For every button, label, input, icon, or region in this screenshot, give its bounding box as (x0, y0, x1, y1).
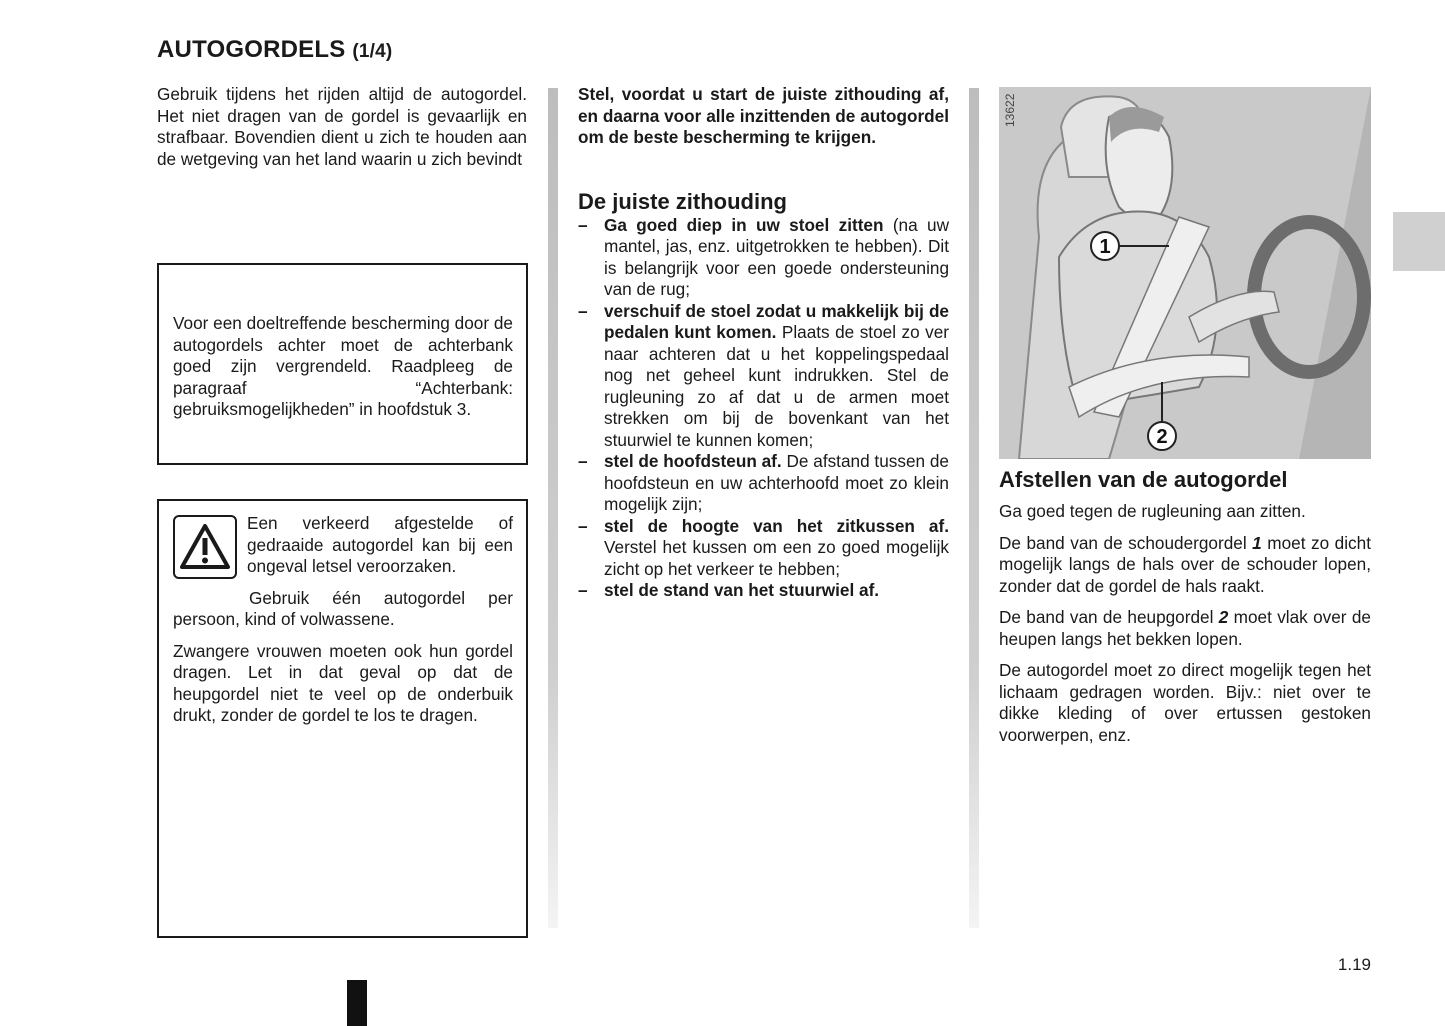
title-sub: (1/4) (352, 41, 393, 62)
list-item: – stel de hoogte van het zitkussen af. Verstel het kussen om een zo goed mogelijk zicht op het verkeer te hebben; (578, 516, 949, 581)
section-heading-afstellen: Afstellen van de autogordel (999, 467, 1288, 492)
warning-text-3: Zwangere vrouwen moeten ook hun gordel dragen. Let in dat geval op dat de heupgordel niet te veel op de onderbuik drukt, zonder de gordel te los te dragen. (173, 640, 513, 725)
warning-text-1: Een verkeerd afgestelde of gedraaide autogordel kan bij een ongeval letsel veroorzaken. (247, 513, 513, 576)
column-3 (999, 467, 1371, 746)
figure-code: 13622 (1003, 93, 1017, 127)
chapter-tab (1393, 212, 1445, 271)
col3-paragraph-1: Ga goed tegen de rugleuning aan zitten. (999, 501, 1306, 521)
col3-paragraph-4: De autogordel moet zo direct mogelijk tegen het lichaam gedragen worden. Bijv.: niet over te dikke kleding of over ertussen gestoken voorwerpen, enz. (999, 660, 1371, 745)
list-item: – verschuif de stoel zodat u makkelijk bij de pedalen kunt komen. Plaats de stoel zo ver naar achteren dat u het koppelingspedaal nog net geheel kunt indrukken. Stel de rugleuning zo af dat u de armen moet strekken om bij de bovenkant van het stuurwiel te kunnen komen; (578, 301, 949, 452)
warning-text-2: Gebruik één autogordel per persoon, kind of volwassene. (173, 587, 513, 629)
note-box (157, 263, 528, 465)
column-2 (578, 84, 949, 602)
warning-triangle-icon (173, 515, 237, 579)
col2-intro: Stel, voordat u start de juiste zithouding af, en daarna voor alle inzittenden de autogordel om de beste bescherming te krijgen. (578, 84, 949, 147)
seatbelt-illustration (999, 87, 1371, 459)
page-number: 1.19 (1337, 955, 1371, 974)
list-item: – Ga goed diep in uw stoel zitten (na uw mantel, jas, enz. uitgetrokken te hebben). Dit is belangrijk voor een goede ondersteuning van de rug; (578, 215, 949, 301)
warning-box (157, 499, 528, 938)
page-marker-bar (347, 980, 367, 1026)
page-title (157, 36, 392, 64)
zithouding-list (578, 215, 949, 602)
note-text: Voor een doeltreffende bescherming door de autogordels achter moet de achterbank goed zijn vergrendeld. Raadpleeg de paragraaf “Achterbank: gebruiksmogelijkheden” in hoofdstuk 3. (173, 313, 513, 419)
section-heading-zithouding: De juiste zithouding (578, 188, 787, 214)
col3-paragraph-3: De band van de heupgordel 2 moet vlak over de heupen langs het bekken lopen. (999, 607, 1371, 649)
col3-paragraph-2: De band van de schoudergordel 1 moet zo dicht mogelijk langs de hals over de schouder lopen, zonder dat de gordel de hals raakt. (999, 532, 1371, 596)
list-item: – stel de hoofdsteun af. De afstand tussen de hoofdsteun en uw achterhoofd moet zo klein mogelijk zijn; (578, 451, 949, 516)
list-item: – stel de stand van het stuurwiel af. (578, 580, 949, 602)
intro-paragraph: Gebruik tijdens het rijden altijd de autogordel. Het niet dragen van de gordel is gevaarlijk en strafbaar. Bovendien dient u zich te houden aan de wetgeving van het land waarin u zich bevindt (157, 84, 527, 169)
column-divider-2 (969, 88, 979, 928)
title-main: AUTOGORDELS (157, 36, 346, 63)
callout-1: 1 (1099, 236, 1111, 258)
callout-2: 2 (1156, 426, 1168, 448)
column-divider-1 (548, 88, 558, 928)
